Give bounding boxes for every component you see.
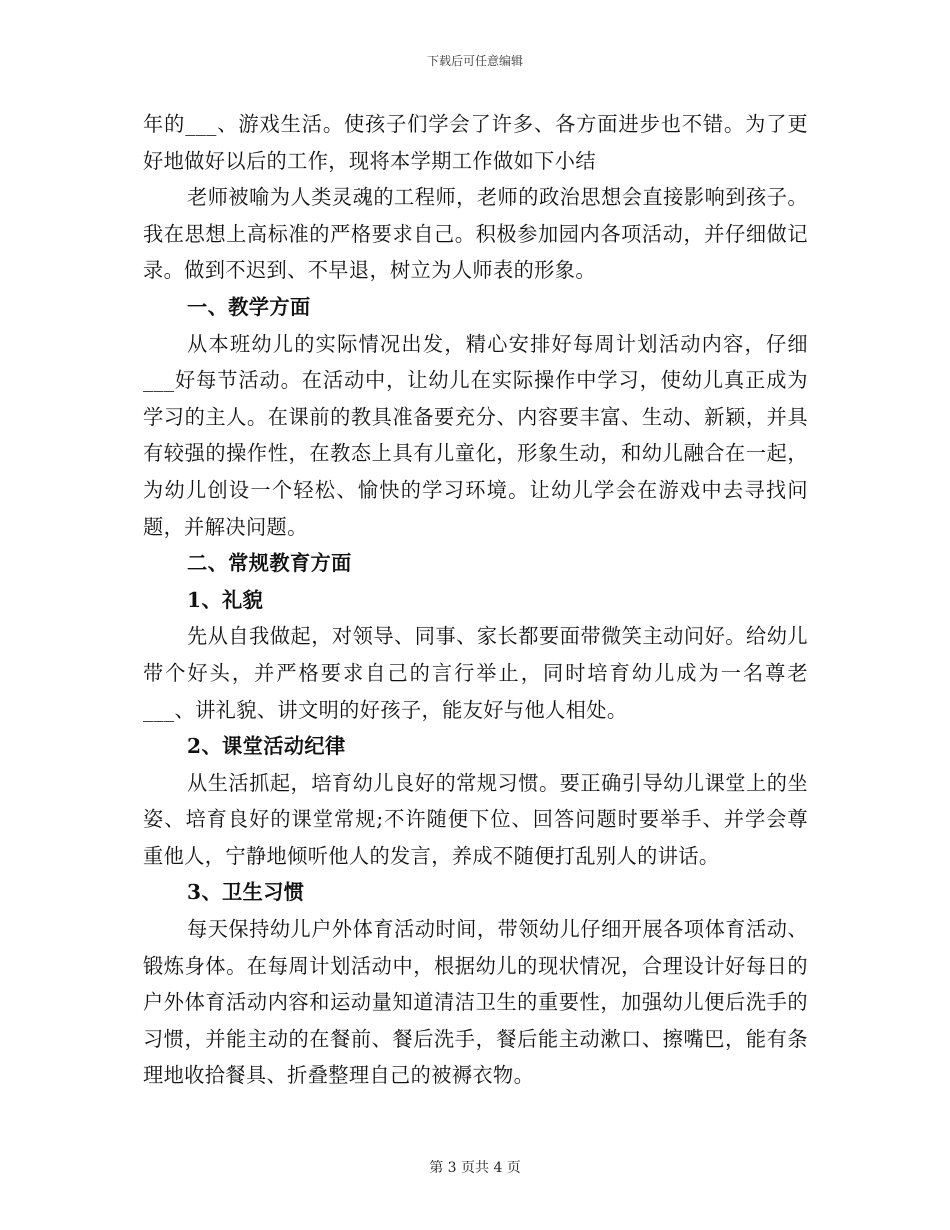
subheading-manners: 1、礼貌 [187,587,264,612]
teacher-ethics-paragraph: 老师被喻为人类灵魂的工程师，老师的政治思想会直接影响到孩子。我在思想上高标准的严格要求自己。积极参加园内各项活动，并仔细做记录。做到不迟到、不早退，树立为人师表的形象。 [143,185,808,283]
page-number: 第 3 页共 4 页 [429,1160,521,1176]
subheading-classroom-discipline: 2、课堂活动纪律 [187,734,346,759]
intro-paragraph: 年的___、游戏生活。使孩子们学会了许多、各方面进步也不错。为了更好地做好以后的工作，现将本学期工作做如下小结 [143,112,808,173]
hygiene-paragraph: 每天保持幼儿户外体育活动时间，带领幼儿仔细开展各项体育活动、锻炼身体。在每周计划活动中，根据幼儿的现状情况，合理设计好每日的户外体育活动内容和运动量知道清洁卫生的重要性，加强幼儿便后洗手的习惯，并能主动的在餐前、餐后洗手，餐后能主动漱口、擦嘴巴，能有条理地收拾餐具、折叠整理自己的被褥衣物。 [143,917,808,1088]
manners-paragraph: 先从自我做起，对领导、同事、家长都要面带微笑主动问好。给幼儿带个好头，并严格要求自己的言行举止，同时培育幼儿成为一名尊老___、讲礼貌、讲文明的好孩子，能友好与他人相处。 [143,624,808,722]
section-heading-routine: 二、常规教育方面 [187,551,352,576]
page-header: 下载后可任意编辑 [426,54,523,68]
document-body [143,106,808,1094]
subheading-hygiene: 3、卫生习惯 [187,880,305,905]
section-heading-teaching: 一、教学方面 [187,294,311,319]
teaching-paragraph: 从本班幼儿的实际情况出发，精心安排好每周计划活动内容，仔细___好每节活动。在活动中，让幼儿在实际操作中学习，使幼儿真正成为学习的主人。在课前的教具准备要充分、内容要丰富、生动、新颖，并具有较强的操作性，在教态上具有儿童化，形象生动，和幼儿融合在一起，为幼儿创设一个轻松、愉快的学习环境。让幼儿学会在游戏中去寻找问题，并解决问题。 [143,331,808,539]
classroom-discipline-paragraph: 从生活抓起，培育幼儿良好的常规习惯。要正确引导幼儿课堂上的坐姿、培育良好的课堂常规;不许随便下位、回答问题时要举手、并学会尊重他人，宁静地倾听他人的发言，养成不随便打乱别人的讲话。 [143,770,808,868]
